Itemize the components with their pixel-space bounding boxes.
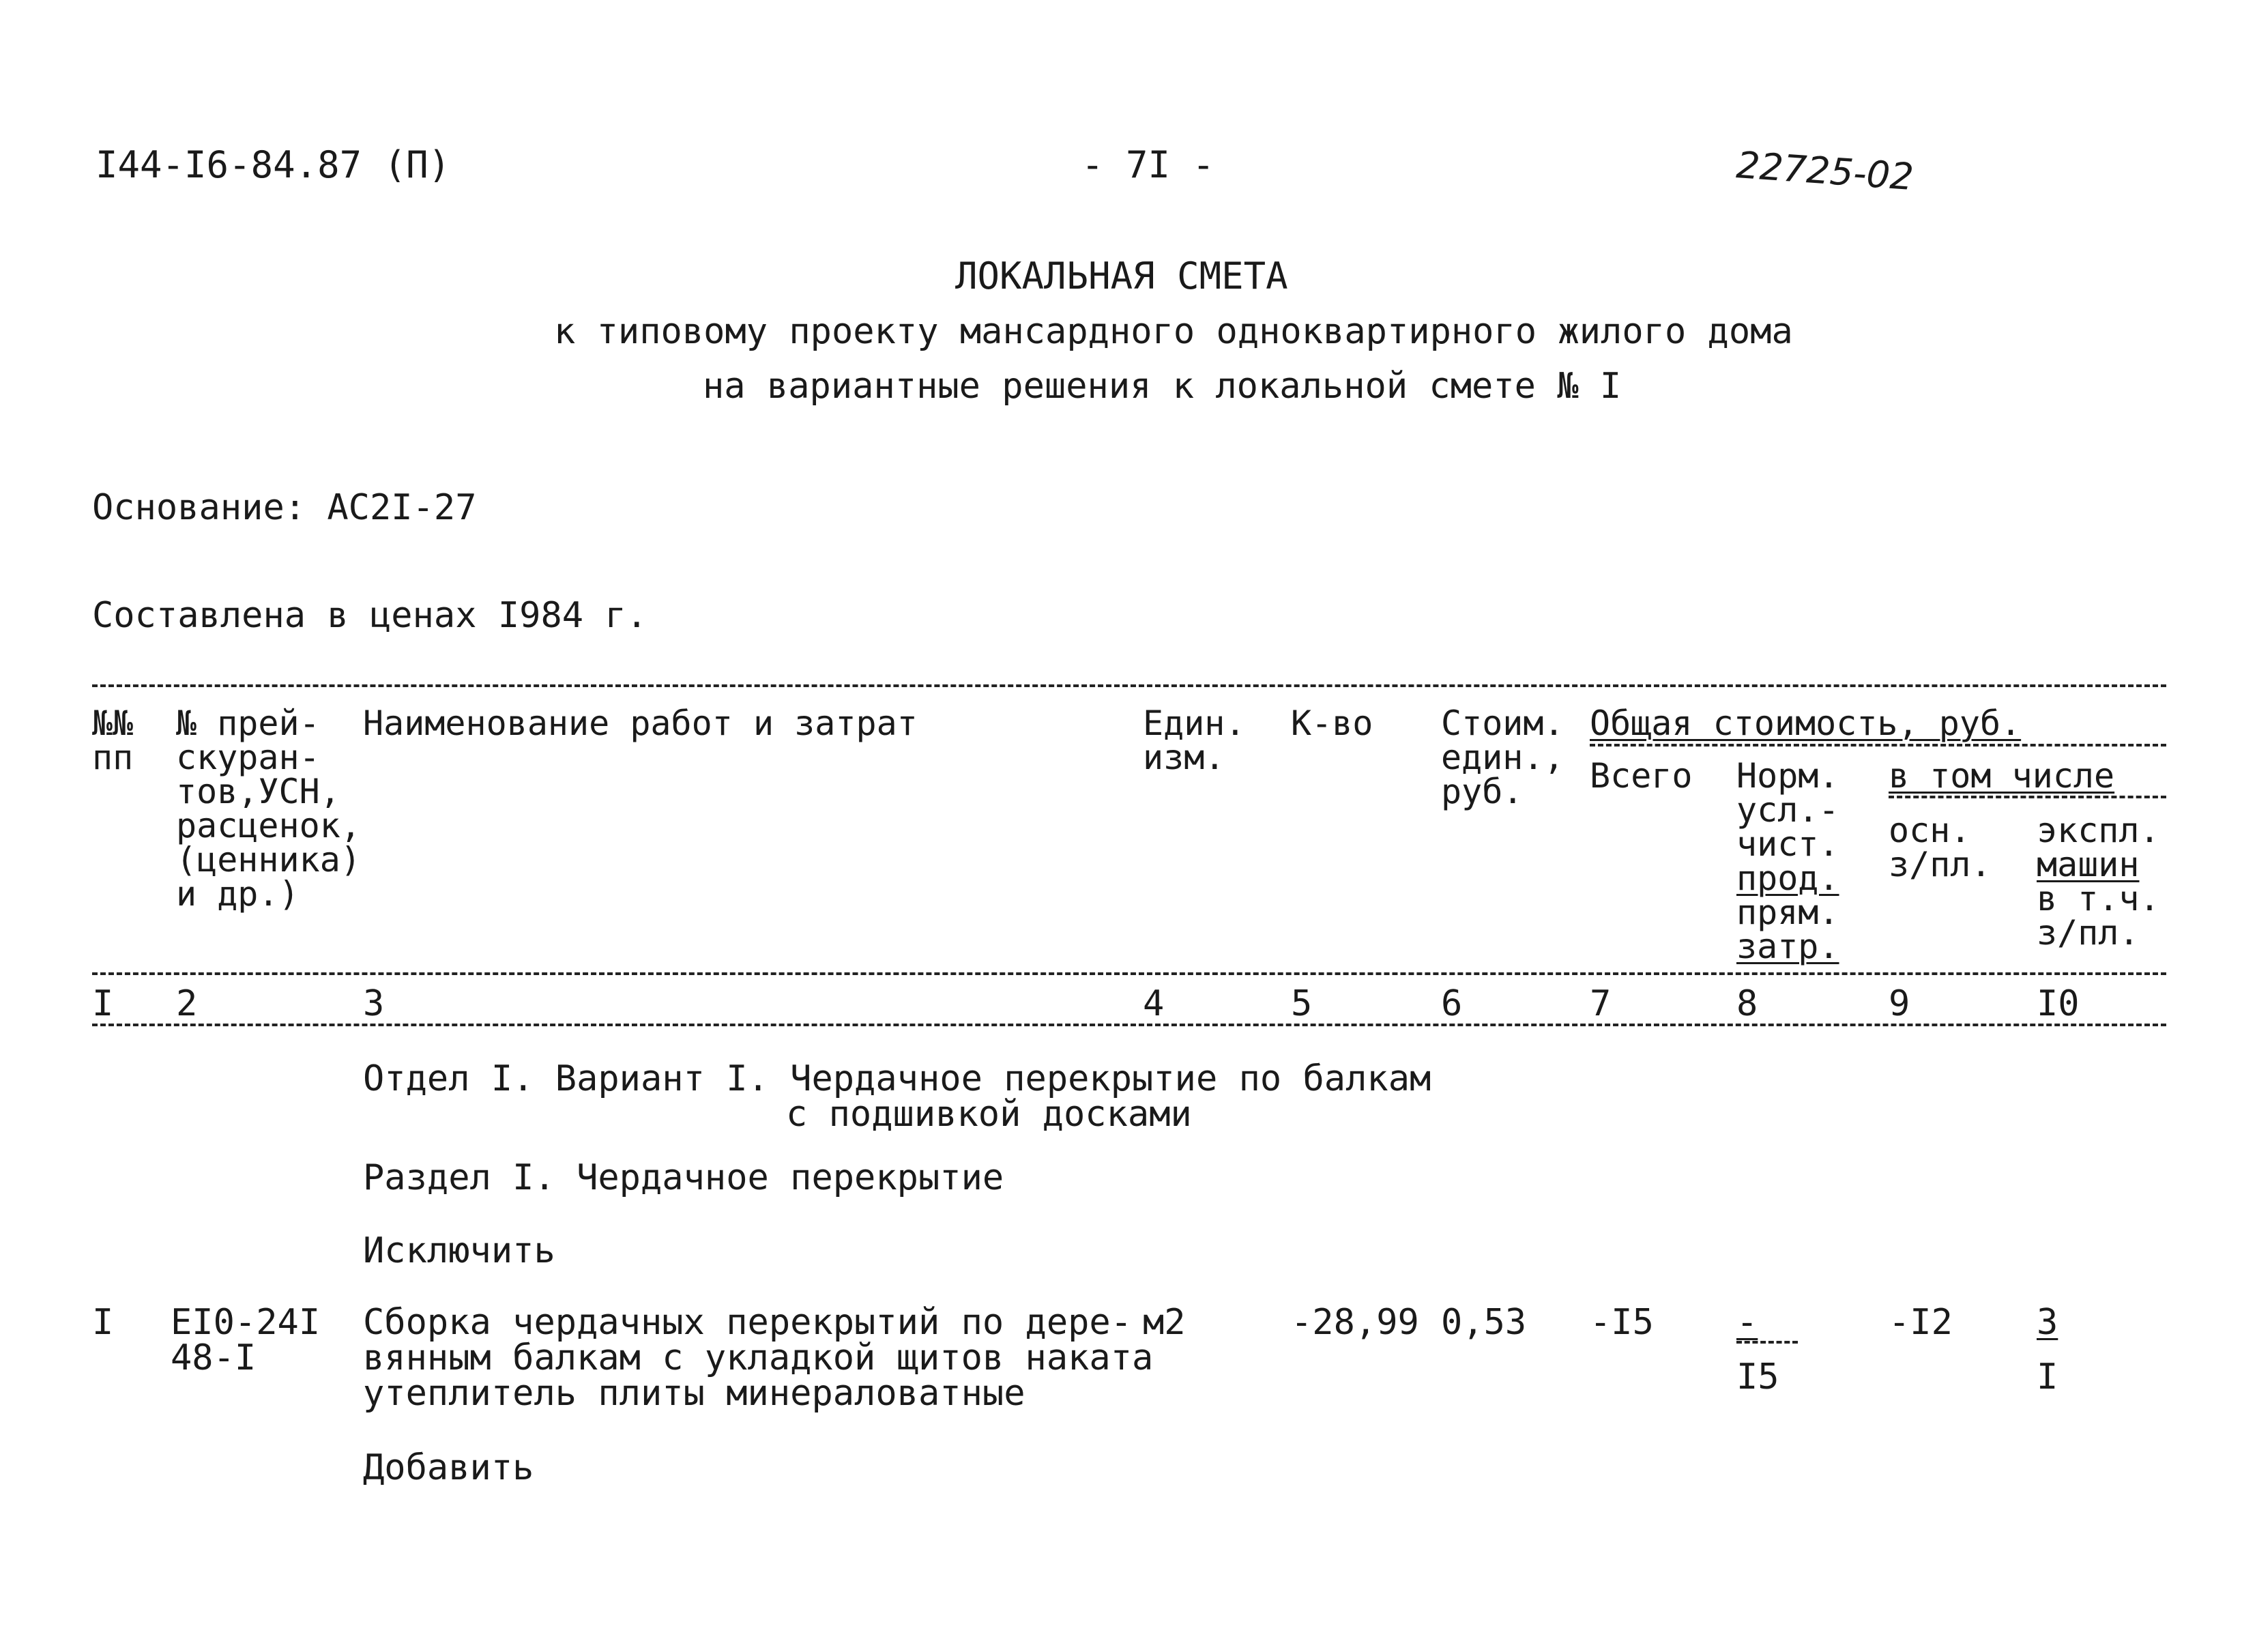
total-cost-group-header: Общая стоимость, руб. bbox=[1590, 704, 2022, 743]
colnum-10: I0 bbox=[2037, 983, 2080, 1024]
col5-header: К-во bbox=[1291, 704, 1373, 743]
row-norm-bottom: I5 bbox=[1736, 1357, 1779, 1397]
colnum-9: 9 bbox=[1889, 983, 1910, 1024]
table-top-rule bbox=[92, 684, 2166, 687]
row-quantity: -28,99 bbox=[1291, 1302, 1419, 1343]
col10-header: экспл. машин в т.ч. з/пл. bbox=[2037, 811, 2160, 953]
colnum-3: 3 bbox=[363, 983, 385, 1024]
table-header-bottom-rule bbox=[92, 972, 2166, 975]
row-total-cost: -I5 bbox=[1590, 1302, 1654, 1343]
col3-header: Наименование работ и затрат bbox=[363, 704, 918, 743]
page-number: - 7I - bbox=[1081, 143, 1215, 186]
row-base-salary: -I2 bbox=[1889, 1302, 1953, 1343]
col2-header: № прей- скуран- тов,УСН, расценок, (ценника) и др.) bbox=[176, 704, 361, 914]
row-work-name: Сборка чердачных перекрытий по дере- вянным балкам с укладкой щитов наката утеплитель плиты минераловатные bbox=[363, 1302, 1154, 1414]
document-title: ЛОКАЛЬНАЯ СМЕТА bbox=[955, 255, 1288, 298]
row-price-code: EI0-24I 48-I bbox=[171, 1302, 321, 1378]
col9-header: осн. з/пл. bbox=[1889, 811, 1992, 884]
colnum-4: 4 bbox=[1143, 983, 1165, 1024]
column-numbers-bottom-rule bbox=[92, 1024, 2166, 1026]
basis-line: Основание: АС2I-27 bbox=[92, 487, 477, 528]
col6-header: Стоим. един., руб. bbox=[1441, 704, 1564, 811]
row-number: I bbox=[92, 1302, 114, 1343]
razdel-heading: Раздел I. Чердачное перекрытие bbox=[363, 1157, 1004, 1198]
col4-header: Един. изм. bbox=[1143, 704, 1246, 777]
colnum-1: I bbox=[92, 983, 114, 1024]
row-machine-bottom: I bbox=[2037, 1357, 2058, 1397]
title-subline-2: на вариантные решения к локальной смете № I bbox=[703, 366, 1622, 407]
col1-header: №№ пп bbox=[92, 704, 134, 777]
row-norm-top: - bbox=[1736, 1302, 1758, 1343]
title-subline-1: к типовому проекту мансардного одноквартирного жилого дома bbox=[554, 311, 1793, 352]
colnum-7: 7 bbox=[1590, 983, 1612, 1024]
colnum-8: 8 bbox=[1736, 983, 1758, 1024]
row-unit: м2 bbox=[1143, 1302, 1186, 1343]
row-norm-fraction-bar bbox=[1736, 1341, 1798, 1344]
price-level-line: Составлена в ценах I984 г. bbox=[92, 595, 647, 636]
including-group-header: в том числе bbox=[1889, 756, 2115, 796]
colnum-5: 5 bbox=[1291, 983, 1313, 1024]
row-machine-top: 3 bbox=[2037, 1302, 2058, 1343]
exclude-label: Исключить bbox=[363, 1230, 555, 1271]
col8-header: Норм. усл.- чист. прод. прям. затр. bbox=[1736, 756, 1839, 966]
including-group-rule bbox=[1889, 796, 2166, 798]
colnum-2: 2 bbox=[176, 983, 198, 1024]
handwritten-stamp: 22725-02 bbox=[1734, 143, 1915, 199]
add-label: Добавить bbox=[363, 1447, 534, 1488]
col7-header: Всего bbox=[1590, 756, 1693, 796]
row-unit-cost: 0,53 bbox=[1441, 1302, 1527, 1343]
otdel-heading: Отдел I. Вариант I. Чердачное перекрытие по балкам с подшивкой досками bbox=[363, 1058, 1431, 1135]
colnum-6: 6 bbox=[1441, 983, 1463, 1024]
total-cost-group-rule bbox=[1590, 744, 2166, 747]
document-code: I44-I6-84.87 (П) bbox=[96, 143, 451, 186]
